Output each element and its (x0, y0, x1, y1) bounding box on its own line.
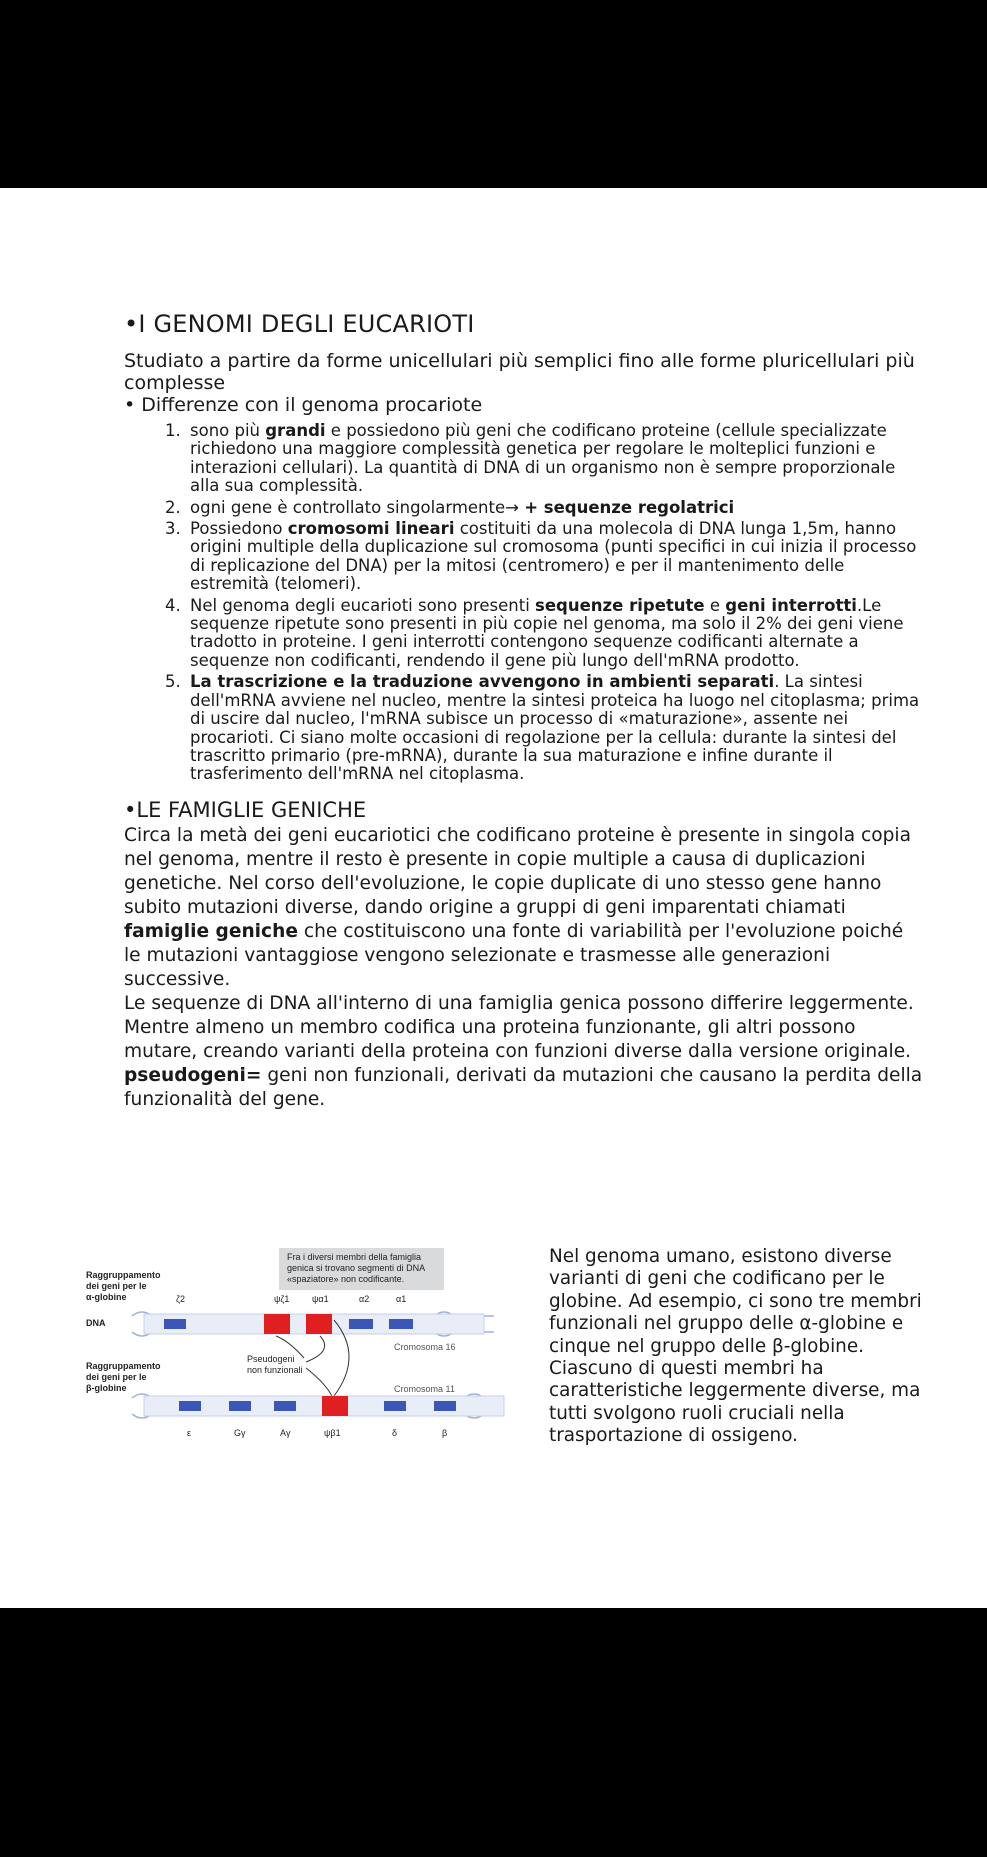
list-item: 3. Possiedono cromosomi lineari costituiti da una molecola di DNA lunga 1,5m, hanno origini multiple della duplicazione sul cromosoma (punti specifici in cui inizia il processo di replicazione del DNA) per la mitosi (centromero) e per il mantenimento delle estremità (telomeri). (186, 520, 924, 594)
gene-label: α1 (396, 1294, 407, 1304)
gene-label: Gγ (234, 1428, 246, 1438)
gene-segment (434, 1401, 456, 1411)
gene-label: ψζ1 (274, 1294, 290, 1304)
gene-segment (349, 1319, 373, 1329)
list-item: 2. ogni gene è controllato singolarmente→ + sequenze regolatrici (186, 499, 924, 517)
section2-title: •LE FAMIGLIE GENICHE (124, 797, 367, 822)
beta-cluster-label: Raggruppamento (86, 1361, 161, 1371)
pseudogene-label: non funzionali (247, 1365, 303, 1375)
gene-segment (389, 1319, 413, 1329)
gene-label: ψβ1 (324, 1428, 341, 1438)
gene-label: Aγ (280, 1428, 291, 1438)
gene-segment (164, 1319, 186, 1329)
callout-line: genica si trovano segmenti di DNA (287, 1263, 426, 1273)
gene-label: α2 (359, 1294, 370, 1304)
figure-row (86, 1246, 924, 1466)
differences-list (124, 422, 924, 784)
gene-segment (179, 1401, 201, 1411)
section2-paragraph-1: Circa la metà dei geni eucariotici che codificano proteine è presente in singola copia nel genoma, mentre il resto è presente in copie multiple a causa di duplicazioni genetiche. Nel corso dell'evoluzione, le copie duplicate di uno stesso gene hanno subito mutazioni diverse, dando origine a gruppi di geni imparentati chiamati famiglie geniche che costituiscono una fonte di variabilità per l'evoluzione poiché le mutazioni vantaggiose vengono selezionate e trasmesse alle generazioni successive. (124, 824, 911, 990)
section2-paragraph-2: Le sequenze di DNA all'interno di una famiglia genica possono differire leggermente. Mentre almeno un membro codifica una proteina funzionante, gli altri possono mutare, creando varianti della proteina con funzioni diverse dalla versione originale. (124, 992, 914, 1062)
section2-paragraph-3: pseudogeni= geni non funzionali, derivati da mutazioni che causano la perdita della funzionalità del gene. (124, 1064, 923, 1110)
pseudogene-label: Pseudogeni (247, 1354, 295, 1364)
chromosome-16-strand (132, 1312, 494, 1336)
document-page (0, 188, 987, 1608)
pseudogene-segment (306, 1314, 332, 1334)
globin-gene-figure (84, 1246, 564, 1466)
chromosome-11-strand (132, 1394, 504, 1418)
alpha-cluster-label: α-globine (86, 1292, 127, 1302)
section1-title: •I GENOMI DEGLI EUCARIOTI (124, 310, 475, 338)
dna-label: DNA (86, 1318, 106, 1328)
gene-segment (274, 1401, 296, 1411)
chromosome-16-label: Cromosoma 16 (394, 1342, 456, 1352)
alpha-cluster-label: Raggruppamento (86, 1270, 161, 1280)
arrow (306, 1336, 325, 1362)
list-item: 4. Nel genoma degli eucarioti sono presenti sequenze ripetute e geni interrotti.Le sequenze ripetute sono presenti in più copie nel genoma, ma solo il 2% dei geni viene tradotto in proteine. I geni interrotti contengono sequenze codificanti alternate a sequenze non codificanti, rendendo il gene più lungo dell'mRNA prodotto. (186, 597, 924, 671)
gene-segment (229, 1401, 251, 1411)
list-item: 5. La trascrizione e la traduzione avvengono in ambienti separati. La sintesi dell'mRNA avviene nel nucleo, mentre la sintesi proteica ha luogo nel citoplasma; prima di uscire dal nucleo, l'mRNA subisce un processo di «maturazione», assente nei procarioti. Ci siano molte occasioni di regolazione per la cellula: durante la sintesi del trascritto primario (pre-mRNA), durante la sua maturazione e infine durante il trasferimento dell'mRNA nel citoplasma. (186, 673, 924, 783)
section1-intro: Studiato a partire da forme unicellulari più semplici fino alle forme pluricellulari più complesse (124, 350, 915, 394)
figure-caption-text: Nel genoma umano, esistono diverse varianti di geni che codificano per le globine. Ad esempio, ci sono tre membri funzionali nel gruppo delle α-globine e cinque nel gruppo delle β-globine. Ciascuno di questi membri ha caratteristiche leggermente diverse, ma tutti svolgono ruoli cruciali nella trasportazione di ossigeno. (549, 1246, 922, 1447)
beta-cluster-label: dei geni per le (86, 1372, 147, 1382)
gene-label: β (442, 1428, 448, 1438)
callout-line: «spaziatore» non codificante. (287, 1274, 405, 1284)
callout-line: Fra i diversi membri della famiglia (287, 1252, 422, 1262)
gene-label: δ (392, 1428, 398, 1438)
gene-label: ε (187, 1428, 192, 1438)
pseudogene-segment (322, 1396, 348, 1416)
list-item: 1. sono più grandi e possiedono più geni che codificano proteine (cellule specializzate richiedono una maggiore complessità genetica per regolare le molteplici funzioni e interazioni cellulari). La quantità di DNA di un organismo non è sempre proporzionale alla sua complessità. (186, 422, 924, 496)
beta-cluster-label: β-globine (86, 1383, 127, 1393)
pseudogene-segment (264, 1314, 290, 1334)
alpha-cluster-label: dei geni per le (86, 1281, 147, 1291)
gene-segment (384, 1401, 406, 1411)
document-content (124, 310, 924, 1112)
chromosome-11-label: Cromosoma 11 (394, 1384, 455, 1394)
gene-label: ζ2 (176, 1294, 185, 1304)
gene-label: ψα1 (312, 1294, 329, 1304)
differences-heading: • Differenze con il genoma procariote (124, 394, 483, 416)
